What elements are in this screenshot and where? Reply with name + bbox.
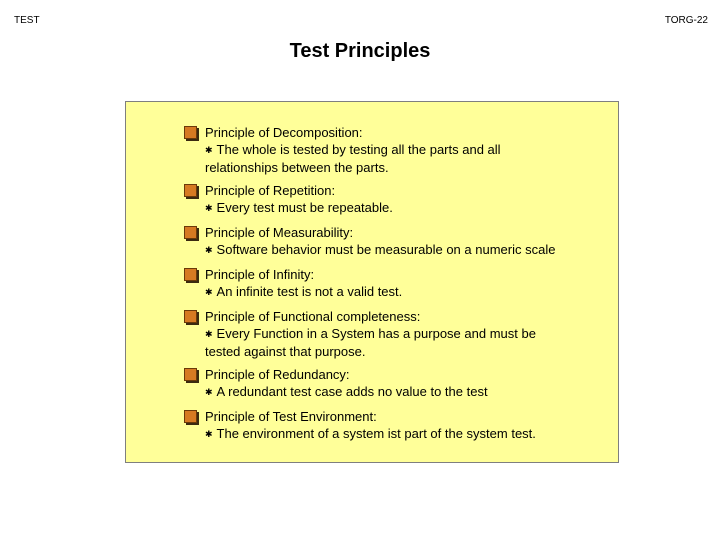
asterisk-bullet-icon: ✱ xyxy=(205,203,213,213)
principle-detail: ✱ Every test must be repeatable. xyxy=(205,200,393,215)
header-left: TEST xyxy=(14,15,40,26)
principle-heading: Principle of Functional completeness: xyxy=(205,309,421,324)
principle-detail: ✱ The whole is tested by testing all the parts and all xyxy=(205,142,501,157)
principle-text xyxy=(205,224,625,259)
asterisk-bullet-icon: ✱ xyxy=(205,329,213,339)
asterisk-bullet-icon: ✱ xyxy=(205,145,213,155)
principle-heading: Principle of Redundancy: xyxy=(205,367,350,382)
asterisk-bullet-icon: ✱ xyxy=(205,429,213,439)
square-bullet-icon xyxy=(184,184,197,197)
square-bullet-icon xyxy=(184,126,197,139)
principle-heading: Principle of Test Environment: xyxy=(205,409,377,424)
principles-box xyxy=(125,101,619,463)
principle-text xyxy=(205,366,625,401)
principle-detail: ✱ Every Function in a System has a purpose and must be xyxy=(205,326,536,341)
principle-heading: Principle of Decomposition: xyxy=(205,125,363,140)
square-bullet-icon xyxy=(184,268,197,281)
principle-heading: Principle of Repetition: xyxy=(205,183,336,198)
principle-text xyxy=(205,124,625,176)
page-title: Test Principles xyxy=(289,40,431,62)
asterisk-bullet-icon: ✱ xyxy=(205,287,213,297)
square-bullet-icon xyxy=(184,310,197,323)
principle-text xyxy=(205,308,625,360)
header-right: TORG-22 xyxy=(664,15,708,26)
principle-text xyxy=(205,266,625,301)
asterisk-bullet-icon: ✱ xyxy=(205,245,213,255)
principle-detail: ✱ The environment of a system ist part of the system test. xyxy=(205,426,536,441)
principle-detail: ✱ Software behavior must be measurable on a numeric scale xyxy=(205,242,556,257)
principle-heading: Principle of Measurability: xyxy=(205,225,354,240)
square-bullet-icon xyxy=(184,368,197,381)
principle-detail: ✱ An infinite test is not a valid test. xyxy=(205,284,403,299)
principle-text xyxy=(205,408,625,443)
principle-detail-continued: tested against that purpose. xyxy=(205,344,366,359)
square-bullet-icon xyxy=(184,410,197,423)
principle-detail-continued: relationships between the parts. xyxy=(205,160,389,175)
principle-detail: ✱ A redundant test case adds no value to the test xyxy=(205,384,488,399)
square-bullet-icon xyxy=(184,226,197,239)
principle-heading: Principle of Infinity: xyxy=(205,267,315,282)
asterisk-bullet-icon: ✱ xyxy=(205,387,213,397)
principle-text xyxy=(205,182,625,217)
